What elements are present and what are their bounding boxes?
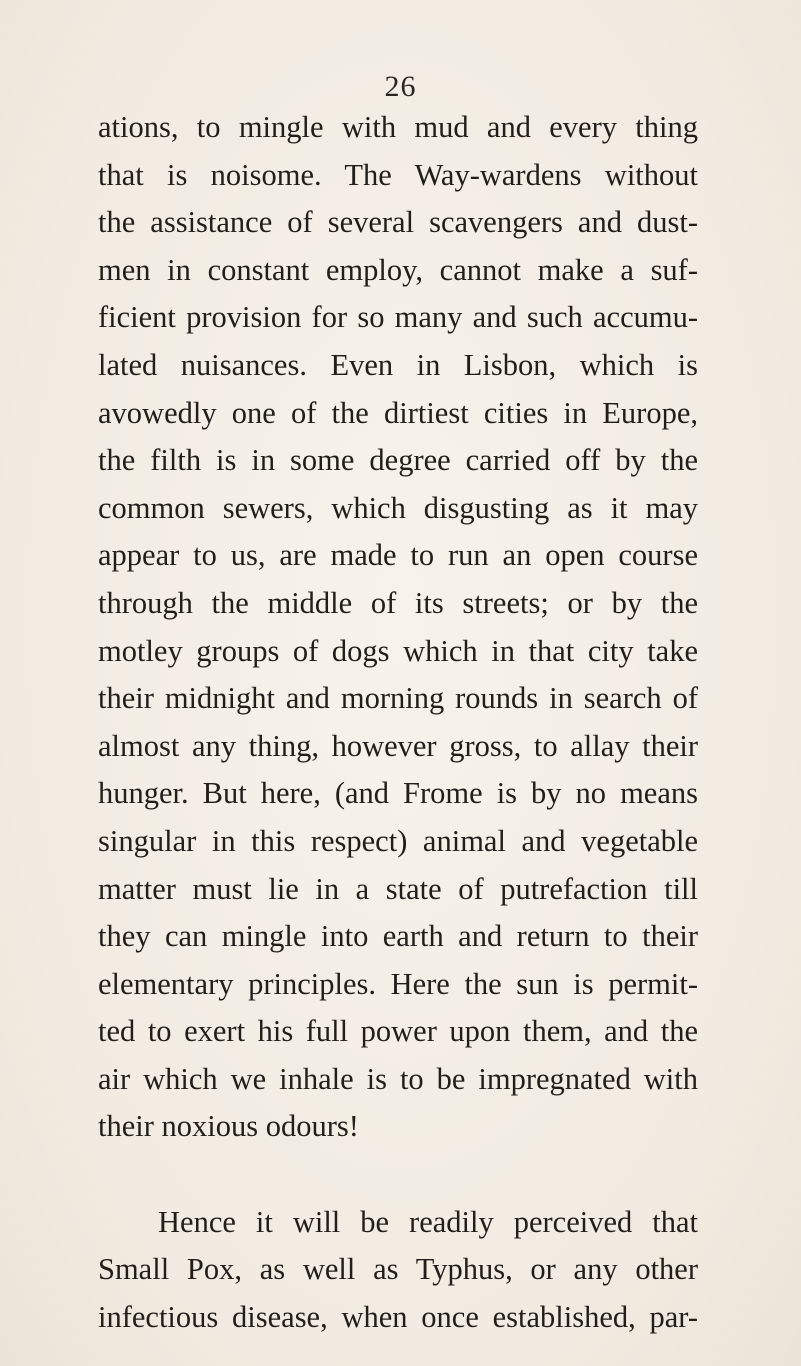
body-text [98,104,698,1341]
text-line: their midnight and morning rounds in search of [98,681,698,716]
text-line: through the middle of its streets; or by the [98,585,698,620]
text-line: motley groups of dogs which in that city take [98,633,698,668]
text-line: ations, to mingle with mud and every thing [98,110,698,144]
text-line: infectious disease, when once established, par- [98,1299,698,1334]
text-line: ficient provision for so many and such accumu- [98,300,698,335]
text-line: singular in this respect) animal and vegetable [98,823,698,858]
text-line: that is noisome. The Way-wardens without [98,157,698,192]
text-line: air which we inhale is to be impregnated with [98,1061,698,1096]
paragraph-gap [98,1151,698,1199]
paragraph [98,104,698,1151]
text-line: avowedly one of the dirtiest cities in Europe, [98,395,698,430]
page-number: 26 [384,70,417,103]
text-line: they can mingle into earth and return to their [98,919,698,954]
text-line: hunger. But here, (and Frome is by no means [98,776,698,811]
text-line: Small Pox, as well as Typhus, or any other [98,1252,698,1287]
text-line: almost any thing, however gross, to allay their [98,728,698,763]
text-line: men in constant employ, cannot make a suf- [98,252,698,287]
text-line: elementary principles. Here the sun is permit- [98,966,698,1001]
text-line: Hence it will be readily perceived that [158,1204,698,1239]
text-line: ted to exert his full power upon them, and the [98,1014,698,1049]
text-line: appear to us, are made to run an open course [98,538,698,573]
text-line: matter must lie in a state of putrefaction till [98,871,698,906]
text-line: the assistance of several scavengers and dust- [98,205,698,240]
text-line: common sewers, which disgusting as it may [98,490,698,525]
paragraph [98,1199,698,1342]
text-line: lated nuisances. Even in Lisbon, which is [98,347,698,382]
text-line: the filth is in some degree carried off by the [98,443,698,478]
text-line: their noxious odours! [98,1109,359,1144]
